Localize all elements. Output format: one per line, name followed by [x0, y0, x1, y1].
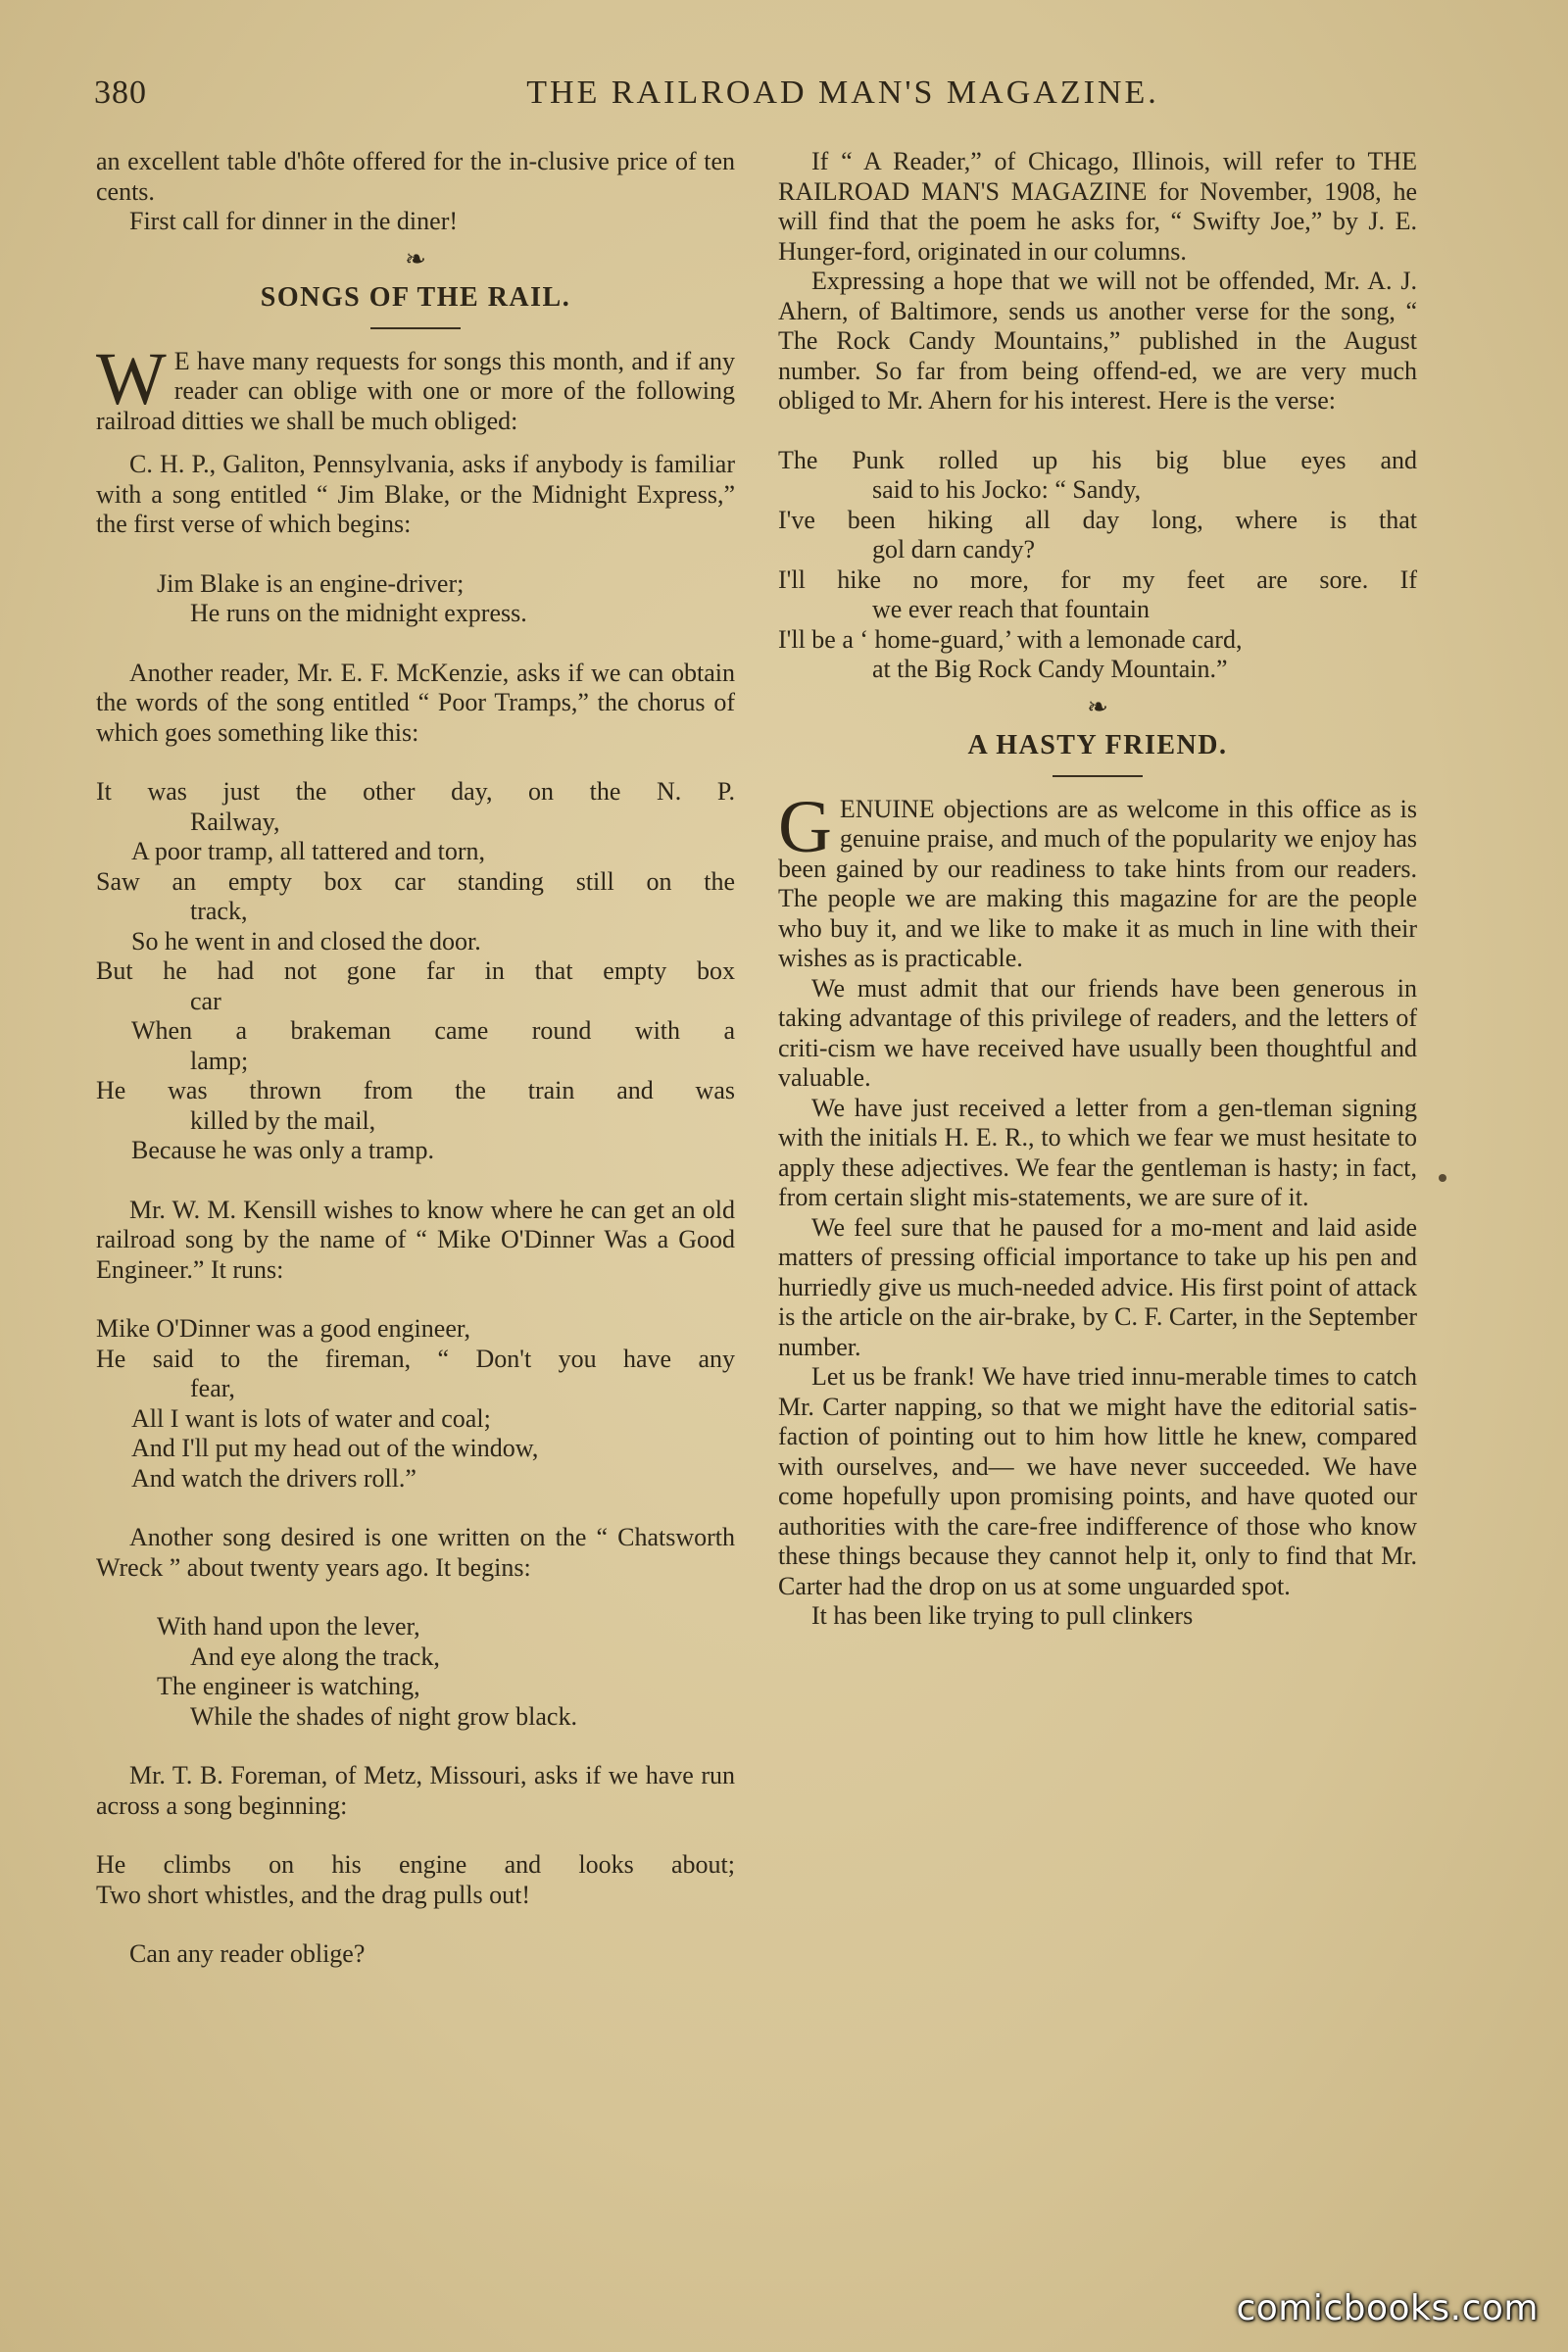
ornament-icon: ❧ — [1087, 692, 1108, 721]
verse-line: we ever reach that fountain — [872, 595, 1150, 623]
verse-rock-candy — [778, 446, 1417, 685]
running-title: THE RAILROAD MAN'S MAGAZINE. — [526, 74, 1159, 111]
verse-line: killed by the mail, — [190, 1105, 376, 1135]
verse-line: I've been hiking all day long, where is that — [778, 505, 1417, 534]
verse-line: I'll be a ‘ home-guard,’ with a lemonade card, — [778, 624, 1243, 654]
friend-paragraph-5: Let us be frank! We have tried innu-merable times to catch Mr. Carter napping, so that we might have the editorial satis-faction of pointing out to him how little he knew, compared with ourselves, and— we have never succeeded. We have come hopefully upon promising points, and have quoted our authorities with the care-free indifference of those who know these things because they cannot help it, only to find that Mr. Carter had the drop on us at some unguarded spot. — [778, 1362, 1417, 1600]
paragraph-text: E have many requests for songs this month, and if any reader can oblige with one or more of the following railroad ditties we shall be much obliged: — [96, 346, 735, 435]
section-heading-songs: SONGS OF THE RAIL. — [260, 281, 571, 313]
songs-paragraph-4: Mr. W. M. Kensill wishes to know where he can get an old railroad song by the name of “ Mike O'Dinner Was a Good Engineer.” It runs: — [96, 1195, 735, 1284]
heading-rule — [1053, 775, 1143, 777]
friend-paragraph-2: We must admit that our friends have been generous in taking advantage of this privilege of readers, and the letters of criti-cism we have received have usually been thoughtful and valuable. — [778, 973, 1417, 1092]
verse-line: All I want is lots of water and coal; — [131, 1403, 491, 1433]
verse-line: While the shades of night grow black. — [190, 1701, 577, 1731]
verse-line: He was thrown from the train and was — [96, 1076, 735, 1104]
verse-line: Two short whistles, and the drag pulls out! — [96, 1880, 531, 1909]
verse-line: He climbs on his engine and looks about; — [96, 1850, 735, 1879]
intro-line: First call for dinner in the diner! — [129, 207, 459, 235]
verse-line: said to his Jocko: “ Sandy, — [872, 475, 1142, 504]
songs-paragraph-2: C. H. P., Galiton, Pennsylvania, asks if anybody is familiar with a song entitled “ Jim Blake, or the Midnight Express,” the first verse of which begins: — [96, 450, 735, 538]
verse-line: lamp; — [190, 1046, 249, 1075]
friend-paragraph-6: It has been like trying to pull clinkers — [811, 1601, 1194, 1630]
verse-line: The engineer is watching, — [157, 1672, 420, 1700]
reader-paragraph-2: Expressing a hope that we will not be offended, Mr. A. J. Ahern, of Baltimore, sends us another verse for the song, “ The Rock Candy Mountains,” published in the August number. So far from being offend-ed, we are very much obliged to Mr. Ahern for his interest. Here is the verse: — [778, 267, 1417, 415]
verse-engine-whistles — [96, 1850, 735, 1910]
songs-paragraph-1 — [96, 337, 735, 437]
verse-line: Railway, — [190, 807, 280, 836]
print-speck — [1439, 1174, 1446, 1182]
songs-paragraph-5: Another song desired is one written on the “ Chatsworth Wreck ” about twenty years ago. It begins: — [96, 1523, 735, 1582]
page-header — [0, 74, 1568, 123]
verse-line: at the Big Rock Candy Mountain.” — [872, 655, 1228, 683]
verse-line: gol darn candy? — [872, 535, 1036, 564]
verse-line: car — [190, 986, 221, 1015]
songs-paragraph-7: Can any reader oblige? — [129, 1939, 366, 1968]
verse-line: He said to the fireman, “ Don't you have any — [96, 1344, 735, 1373]
songs-paragraph-3: Another reader, Mr. E. F. McKenzie, asks if we can obtain the words of the song entitled “ Poor Tramps,” the chorus of which goes something like this: — [96, 658, 735, 747]
verse-line: The Punk rolled up his big blue eyes and — [778, 445, 1417, 474]
verse-chatsworth-wreck — [96, 1612, 735, 1732]
intro-paragraph: an excellent table d'hôte offered for the in-clusive price of ten cents. — [96, 147, 735, 206]
friend-paragraph-1 — [778, 785, 1417, 974]
verse-jim-blake — [96, 569, 735, 629]
verse-line: So he went in and closed the door. — [131, 926, 481, 956]
verse-line: It was just the other day, on the N. P. — [96, 777, 735, 806]
reader-paragraph-1: If “ A Reader,” of Chicago, Illinois, will refer to THE RAILROAD MAN'S MAGAZINE for November, 1908, he will find that the poem he asks for, “ Swifty Joe,” by J. E. Hunger-ford, originated in our columns. — [778, 147, 1417, 266]
page-number: 380 — [94, 74, 147, 111]
verse-line: Because he was only a tramp. — [131, 1136, 435, 1164]
verse-line: Jim Blake is an engine-driver; — [157, 568, 465, 598]
ornament-icon: ❧ — [405, 244, 426, 273]
songs-paragraph-6: Mr. T. B. Foreman, of Metz, Missouri, asks if we have run across a song beginning: — [96, 1761, 735, 1820]
drop-cap: W — [96, 337, 167, 420]
verse-line: fear, — [190, 1374, 235, 1402]
verse-line: track, — [190, 897, 248, 925]
verse-line: Mike O'Dinner was a good engineer, — [96, 1314, 470, 1343]
heading-rule — [370, 327, 461, 329]
verse-line: With hand upon the lever, — [157, 1612, 420, 1641]
left-column — [96, 147, 735, 1970]
source-watermark: comicbooks.com — [1236, 2288, 1539, 2328]
friend-paragraph-3: We have just received a letter from a gen-tleman signing with the initials H. E. R., to which we fear we must hesitate to apply these adjectives. We fear the gentleman is hasty; in fact, from certain slight mis-statements, we are sure of it. — [778, 1093, 1417, 1211]
verse-line: And watch the drivers roll.” — [131, 1463, 416, 1493]
verse-poor-tramps — [96, 777, 735, 1166]
verse-line: When a brakeman came round with a — [131, 1016, 735, 1045]
verse-line: Saw an empty box car standing still on the — [96, 866, 735, 896]
verse-line: He runs on the midnight express. — [190, 599, 527, 627]
verse-line: And eye along the track, — [190, 1642, 440, 1671]
verse-line: A poor tramp, all tattered and torn, — [131, 837, 486, 865]
drop-cap: G — [778, 785, 832, 868]
section-heading-hasty-friend: A HASTY FRIEND. — [967, 729, 1228, 760]
verse-line: And I'll put my head out of the window, — [131, 1434, 539, 1462]
right-column — [778, 147, 1417, 1632]
paragraph-text: ENUINE objections are as welcome in this office as is genuine praise, and much of the popularity we enjoy has been gained by our readiness to take hints from our readers. The people we are making this magazine for are the people who buy it, and we like to make it as much in line with their wishes as is practicable. — [778, 794, 1417, 972]
verse-mike-odinner — [96, 1314, 735, 1494]
verse-line: But he had not gone far in that empty box — [96, 956, 735, 985]
friend-paragraph-4: We feel sure that he paused for a mo-ment and laid aside matters of pressing official importance to take up his pen and hurriedly give us much-needed advice. His first point of attack is the article on the air-brake, by C. F. Carter, in the September number. — [778, 1212, 1417, 1361]
verse-line: I'll hike no more, for my feet are sore. If — [778, 564, 1417, 594]
